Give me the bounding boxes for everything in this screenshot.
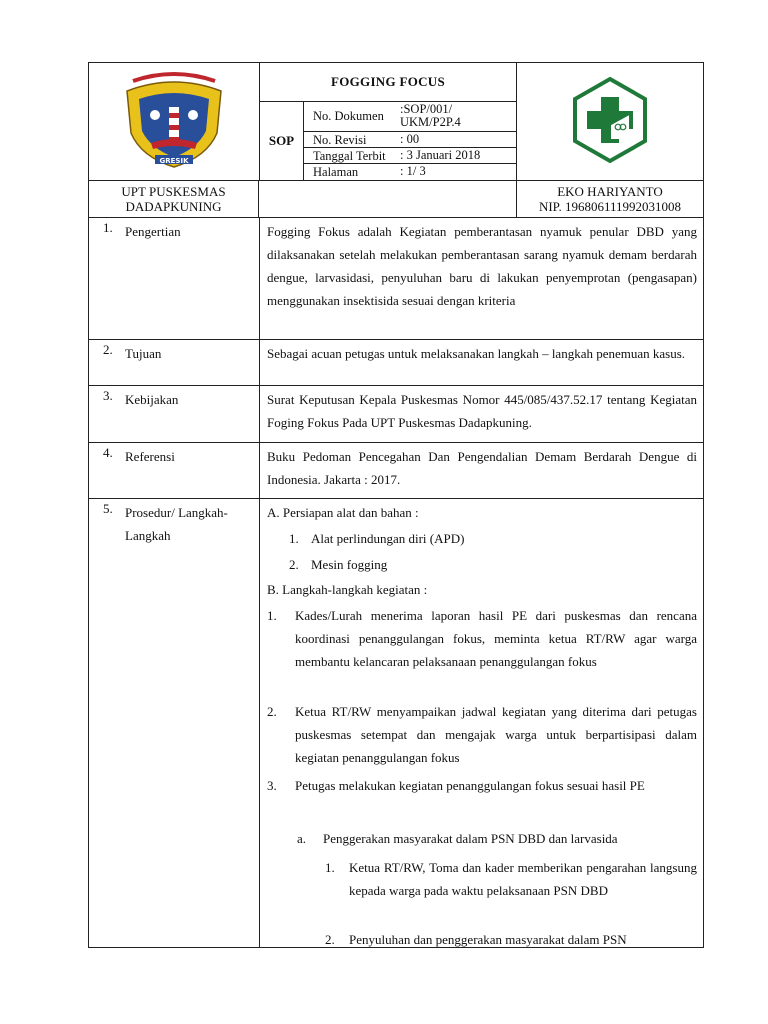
gresik-emblem-icon	[89, 63, 259, 180]
section-title: Pengertian	[125, 224, 181, 239]
list-number: 2.	[325, 932, 335, 947]
section-number: 2.	[103, 342, 113, 357]
section-number: 4.	[103, 445, 113, 460]
meta-label: Halaman	[313, 165, 359, 179]
procedure-part-heading: A. Persiapan alat dan bahan :	[267, 505, 419, 520]
document-meta	[304, 102, 517, 180]
section-referensi	[89, 443, 703, 499]
section-label	[89, 499, 260, 947]
meta-value: UKM/P2P.4	[400, 115, 461, 129]
meta-value: : 00	[400, 132, 420, 146]
section-number: 1.	[103, 220, 113, 235]
puskesmas-logo	[517, 63, 703, 180]
emblem-text: GRESIK	[159, 157, 189, 165]
section-label	[89, 386, 260, 442]
section-title	[125, 501, 253, 547]
section-title-line: Prosedur/ Langkah-	[125, 505, 228, 520]
meta-row-revisi	[304, 132, 516, 148]
identity-row	[89, 181, 703, 218]
list-item	[267, 700, 697, 769]
section-kebijakan	[89, 386, 703, 443]
procedure-part-heading: B. Langkah-langkah kegiatan :	[267, 582, 428, 597]
section-number: 5.	[103, 501, 113, 516]
meta-row-dokumen	[304, 102, 516, 132]
section-prosedur	[89, 499, 703, 947]
document-title: FOGGING FOCUS	[260, 63, 517, 102]
org-line: DADAPKUNING	[125, 199, 222, 214]
list-text: Alat perlindungan diri (APD)	[311, 531, 465, 546]
list-item	[289, 527, 465, 550]
section-label	[89, 218, 260, 339]
section-title-line: Langkah	[125, 528, 171, 543]
list-number: 1.	[267, 608, 277, 623]
gresik-emblem-logo	[89, 63, 260, 180]
section-label	[89, 340, 260, 385]
section-title: Referensi	[125, 449, 175, 464]
meta-value: : 1/ 3	[400, 164, 426, 178]
section-number: 3.	[103, 388, 113, 403]
puskesmas-cross-icon	[517, 63, 703, 180]
list-text: Penggerakan masyarakat dalam PSN DBD dan larvasida	[323, 831, 618, 846]
sub-list-item	[297, 827, 697, 850]
org-line: UPT PUSKESMAS	[121, 184, 226, 199]
section-pengertian	[89, 218, 703, 340]
identity-spacer	[260, 181, 517, 217]
list-text: Kades/Lurah menerima laporan hasil PE dari puskesmas dan rencana koordinasi penanggulangan fokus, meminta ketua RT/RW agar warga membantu kelancaran pelaksanaan penanggulangan fokus	[295, 608, 697, 669]
section-text: Surat Keputusan Kepala Puskesmas Nomor 445/085/437.52.17 tentang Kegiatan Foging Fokus Pada UPT Puskesmas Dadapkuning.	[267, 392, 697, 430]
section-text: Fogging Fokus adalah Kegiatan pemberantasan nyamuk penular DBD yang dilaksanakan setelah melakukan pemberantasan sarang nyamuk demam berdarah dengue, larvasidasi, penyuluhan baru di lakukan penyemprotan (pengasapan) menggunakan insektisida sesuai dengan kriteria	[267, 224, 697, 308]
list-text: Ketua RT/RW menyampaikan jadwal kegiatan yang diterima dari petugas puskesmas setempat dan mengajak warga untuk berpartisipasi dalam kegiatan penanggulangan fokus	[295, 704, 697, 765]
organization-name	[89, 181, 259, 217]
list-text: Petugas melakukan kegiatan penanggulangan fokus sesuai hasil PE	[295, 778, 645, 793]
sop-label: SOP	[260, 102, 304, 180]
list-number: 2.	[267, 704, 277, 719]
list-item	[267, 604, 697, 673]
section-text: Sebagai acuan petugas untuk melaksanakan langkah – langkah penemuan kasus.	[267, 346, 686, 361]
meta-row-tanggal	[304, 148, 516, 164]
head-signature	[517, 181, 703, 217]
section-label	[89, 443, 260, 498]
meta-value: : 3 Januari 2018	[400, 148, 481, 162]
sub-sub-list-item	[325, 856, 697, 902]
meta-value: :SOP/001/	[400, 102, 453, 116]
list-text: Ketua RT/RW, Toma dan kader memberikan pengarahan langsung kepada warga pada waktu pelaksanaan PSN DBD	[349, 860, 697, 898]
list-text: Mesin fogging	[311, 557, 388, 572]
list-number: 2.	[289, 557, 299, 572]
head-nip: NIP. 196806111992031008	[538, 199, 682, 214]
document-header	[89, 63, 703, 181]
list-letter: a.	[297, 831, 307, 846]
list-item	[267, 774, 697, 797]
list-number: 1.	[289, 531, 299, 546]
list-number: 1.	[325, 860, 335, 875]
meta-label: No. Revisi	[313, 133, 367, 147]
section-title: Tujuan	[125, 346, 162, 361]
list-text: Penyuluhan dan penggerakan masyarakat dalam PSN	[349, 932, 627, 947]
meta-row-halaman	[304, 164, 516, 180]
head-name: EKO HARIYANTO	[557, 184, 663, 199]
sub-sub-list-item	[325, 928, 697, 951]
section-title: Kebijakan	[125, 392, 179, 407]
list-number: 3.	[267, 778, 277, 793]
sop-document	[88, 62, 704, 948]
section-text: Buku Pedoman Pencegahan Dan Pengendalian Demam Berdarah Dengue di Indonesia. Jakarta : 2017.	[267, 449, 697, 487]
meta-label: Tanggal Terbit	[313, 149, 386, 163]
list-item	[289, 553, 388, 576]
section-tujuan	[89, 340, 703, 386]
meta-label: No. Dokumen	[313, 109, 384, 123]
